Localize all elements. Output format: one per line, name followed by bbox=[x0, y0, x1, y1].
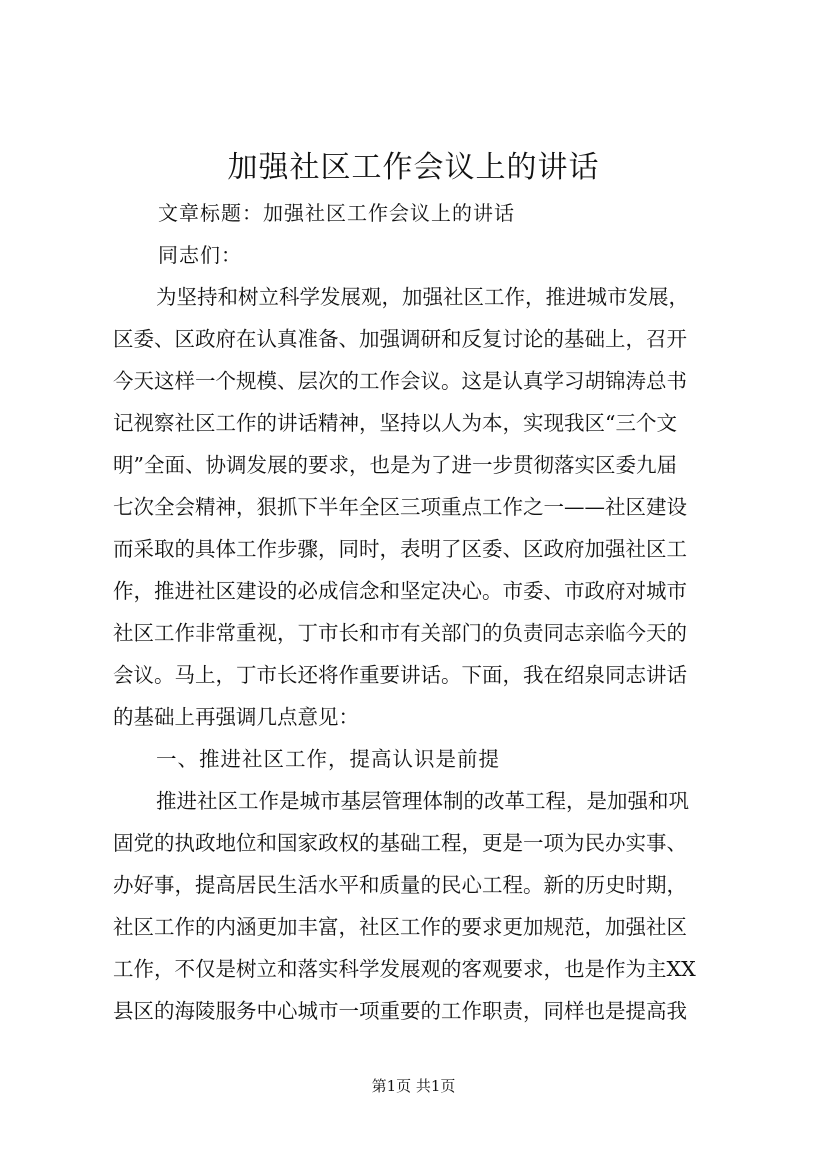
paragraph-line: 而采取的具体工作步骤，同时，表明了区委、区政府加强社区工 bbox=[113, 537, 687, 561]
paragraph-line: 区委、区政府在认真准备、加强调研和反复讨论的基础上，召开 bbox=[113, 327, 687, 351]
paragraph-line: 为坚持和树立科学发展观，加强社区工作，推进城市发展， bbox=[156, 285, 689, 309]
paragraph-line: 今天这样一个规模、层次的工作会议。这是认真学习胡锦涛总书 bbox=[113, 369, 687, 393]
article-title-line: 文章标题：加强社区工作会议上的讲话 bbox=[158, 201, 515, 225]
paragraph-line: 社区工作非常重视，丁市长和市有关部门的负责同志亲临今天的 bbox=[113, 621, 687, 645]
paragraph-line: 办好事，提高居民生活水平和质量的民心工程。新的历史时期， bbox=[113, 873, 687, 897]
document-title: 加强社区工作会议上的讲话 bbox=[227, 150, 600, 185]
paragraph-line: 七次全会精神，狠抓下半年全区三项重点工作之一——社区建设 bbox=[113, 495, 687, 519]
paragraph-line: 推进社区工作是城市基层管理体制的改革工程，是加强和巩 bbox=[156, 789, 689, 813]
paragraph-line: 作，推进社区建设的必成信念和坚定决心。市委、市政府对城市 bbox=[113, 579, 687, 603]
paragraph-line: 会议。马上，丁市长还将作重要讲话。下面，我在绍泉同志讲话 bbox=[113, 663, 687, 687]
paragraph-line: 明”全面、协调发展的要求，也是为了进一步贯彻落实区委九届 bbox=[113, 453, 677, 477]
greeting-line: 同志们： bbox=[158, 243, 242, 267]
section-heading: 一、推进社区工作，提高认识是前提 bbox=[156, 747, 500, 771]
paragraph-line: 固党的执政地位和国家政权的基础工程，更是一项为民办实事、 bbox=[113, 831, 687, 855]
paragraph-line: 记视察社区工作的讲话精神，坚持以人为本，实现我区“三个文 bbox=[113, 411, 677, 435]
page-footer: 第1页 共1页 bbox=[371, 1077, 456, 1095]
paragraph-line: 工作，不仅是树立和落实科学发展观的客观要求，也是作为主XX bbox=[113, 957, 696, 981]
paragraph-line: 社区工作的内涵更加丰富，社区工作的要求更加规范，加强社区 bbox=[113, 915, 687, 939]
paragraph-line: 县区的海陵服务中心城市一项重要的工作职责，同样也是提高我 bbox=[113, 999, 687, 1023]
paragraph-line: 的基础上再强调几点意见： bbox=[113, 705, 359, 729]
